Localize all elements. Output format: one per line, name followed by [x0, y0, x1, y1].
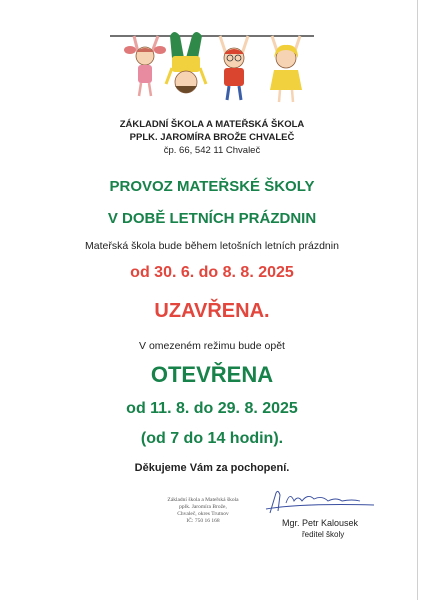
child-girl-pink-pigtails [124, 36, 166, 96]
children-hanging-illustration [108, 28, 318, 108]
school-name-line1: ZÁKLADNÍ ŠKOLA A MATEŘSKÁ ŠKOLA [119, 119, 305, 130]
handwritten-signature [262, 485, 378, 517]
limited-text: V omezeném režimu bude opět [139, 340, 285, 352]
child-boy-upside-down [166, 32, 206, 93]
school-name-line2: PPLK. JAROMÍRA BROŽE CHVALEČ [129, 132, 295, 143]
signer-role: ředitel školy [302, 530, 345, 539]
school-header [0, 118, 424, 157]
signer-name: Mgr. Petr Kalousek [282, 518, 359, 528]
closed-word: UZAVŘENA. [154, 300, 270, 322]
intro-text: Mateřská škola bude během letošních letních prázdnin [85, 240, 339, 252]
open-dates: od 11. 8. do 29. 8. 2025 [126, 400, 298, 417]
child-girl-yellow-hair [270, 36, 302, 102]
stamp-line3: Chvaleč, okres Trutnov [177, 511, 229, 517]
open-hours: (od 7 do 14 hodin). [140, 430, 284, 447]
stamp-line1: Základní škola a Mateřská škola [167, 497, 239, 503]
stamp-line2: pplk. Jaromíra Brože, [179, 504, 227, 510]
notice-title-line1: PROVOZ MATEŘSKÉ ŠKOLY [109, 178, 315, 195]
child-boy-glasses [220, 36, 248, 100]
school-address: čp. 66, 542 11 Chvaleč [163, 145, 261, 156]
stamp-line4: IČ: 750 16 168 [186, 518, 220, 524]
closed-dates: od 30. 6. do 8. 8. 2025 [130, 264, 294, 281]
open-word: OTEVŘENA [150, 362, 274, 387]
notice-title-line2: V DOBĚ LETNÍCH PRÁZDNIN [107, 210, 317, 227]
thanks-text: Děkujeme Vám za pochopení. [134, 462, 290, 474]
school-stamp [148, 497, 258, 525]
